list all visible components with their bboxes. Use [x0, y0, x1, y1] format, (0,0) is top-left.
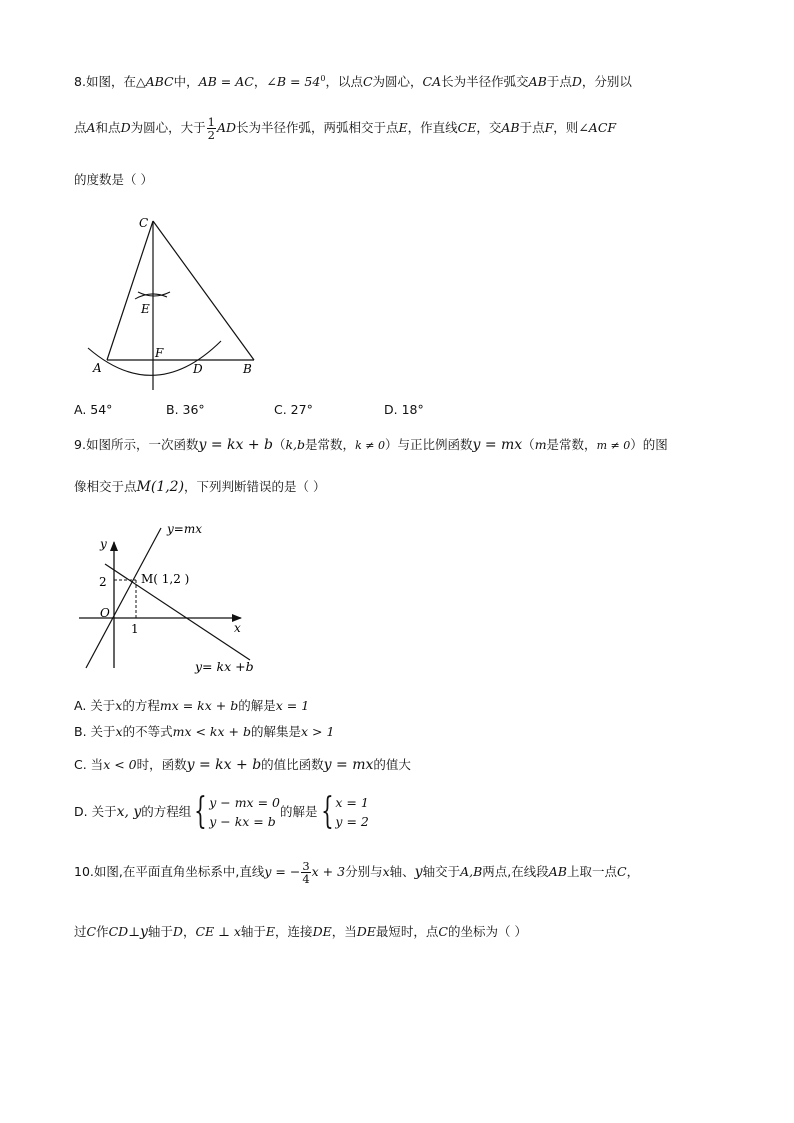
label-b: B: [243, 362, 252, 376]
label-y-kx-b: y= kx +b: [195, 659, 254, 674]
fraction-half: $\frac{1}{2}$: [207, 115, 215, 143]
q10-line1: 10.如图,在平面直角坐标系中,直线y = − $\frac{3}{4}$ x + 3分别与x轴、y轴交于A,B两点,在线段AB上取一点C，: [74, 859, 640, 887]
fraction-three-quarters: $\frac{3}{4}$: [302, 859, 310, 887]
label-a: A: [93, 361, 102, 375]
q8-figure: [75, 210, 275, 395]
q8-line1: 8.如图，在△ABC中，AB = AC，∠B = $54^0$，以点C为圆心，CA长为半径作弧交AB于点D，分别以: [74, 73, 632, 89]
q9-option-b[interactable]: B. 关于x的不等式mx < kx + b的解集是x > 1: [74, 724, 335, 739]
q8-option-b[interactable]: B. 36°: [166, 402, 205, 417]
label-f: F: [155, 346, 164, 360]
side-cb: [153, 221, 254, 360]
label-y-axis: y: [100, 537, 107, 551]
q8-option-d[interactable]: D. 18°: [384, 402, 424, 417]
q10-line2: 过C作CD⊥y轴于D，CE ⊥ x轴于E，连接DE，当DE最短时，点C的坐标为（ ）: [74, 924, 527, 940]
q9-option-d[interactable]: D. 关于x, y的方程组{ y − mx = 0 y − kx = b 的解是{ x = 1 y = 2: [74, 791, 369, 833]
q9-line2: 像相交于点M(1,2)，下列判断错误的是（ ）: [74, 479, 326, 495]
q8-line3: 的度数是（ ）: [74, 172, 153, 187]
q9-figure: [75, 518, 285, 678]
equation-system: y − mx = 0 y − kx = b: [209, 795, 280, 830]
label-c: C: [139, 216, 149, 230]
label-x-axis: x: [234, 621, 241, 635]
q9-option-c[interactable]: C. 当x < 0时，函数y = kx + b的值比函数y = mx的值大: [74, 757, 411, 773]
label-e: E: [141, 302, 150, 316]
line-y-mx: [86, 528, 161, 668]
label-d: D: [193, 362, 203, 376]
label-two: 2: [99, 575, 107, 589]
side-ca: [107, 221, 153, 360]
q8-option-a[interactable]: A. 54°: [74, 402, 113, 417]
label-point-m: M( 1,2 ): [141, 572, 190, 586]
q8-line2: 点A和点D为圆心，大于 $\frac{1}{2}$ AD长为半径作弧，两弧相交于点E，作直线CE，交AB于点F，则∠ACF: [74, 115, 617, 143]
label-origin: O: [100, 606, 110, 620]
q9-line1: 9.如图所示，一次函数y = kx + b（k,b是常数，k ≠ 0）与正比例函数y = mx（m是常数，m ≠ 0）的图: [74, 437, 668, 453]
solution-system: x = 1 y = 2: [335, 795, 369, 830]
label-y-mx: y=mx: [167, 522, 202, 536]
q9-option-a[interactable]: A. 关于x的方程mx = kx + b的解是x = 1: [74, 698, 310, 713]
label-one: 1: [131, 622, 139, 636]
q8-option-c[interactable]: C. 27°: [274, 402, 313, 417]
